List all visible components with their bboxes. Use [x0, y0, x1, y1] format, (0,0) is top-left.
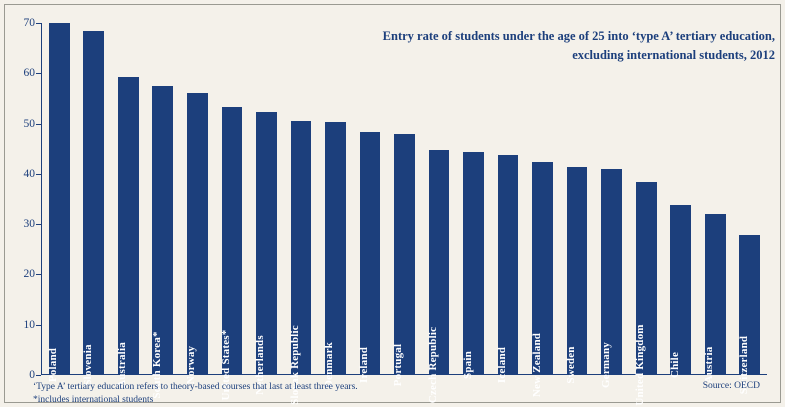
bar-category-label: Norway: [185, 345, 198, 385]
bar: [394, 134, 415, 374]
y-tick-label: 70: [23, 17, 35, 29]
y-tick-mark: [36, 174, 41, 175]
bar: [498, 155, 519, 374]
bar-category-label: Slovak Republic: [288, 325, 301, 405]
y-tick-mark: [36, 375, 41, 376]
bar: [670, 205, 691, 374]
bar-category-label: Chile: [668, 351, 681, 379]
bar-category-label: New Zealand: [530, 332, 543, 398]
bar-category-label: Sweden: [565, 346, 578, 384]
y-tick-mark: [36, 73, 41, 74]
bar: [83, 31, 104, 374]
bar-category-label: Denmark: [323, 341, 336, 389]
bar-category-label: United Kingdom: [634, 324, 647, 406]
y-tick-label: 20: [23, 268, 35, 281]
bar-category-label: Spain: [461, 351, 474, 379]
y-tick-mark: [36, 124, 41, 125]
bar-category-label: Australia: [116, 342, 129, 388]
bar-category-label: Austria: [703, 346, 716, 384]
y-tick-label: 10: [23, 318, 35, 331]
y-tick-label: 30: [23, 218, 35, 231]
y-tick-label: 0: [29, 369, 35, 381]
bar-category-label: South Korea*: [150, 331, 163, 399]
bar-category-label: Iceland: [496, 346, 509, 384]
bar: [118, 77, 139, 374]
chart-frame: [4, 4, 781, 406]
bar-category-label: Slovenia: [81, 344, 94, 386]
y-tick-label: 40: [23, 167, 35, 180]
bar-category-label: Netherlands: [254, 335, 267, 395]
y-tick-label: 60: [23, 67, 35, 80]
y-tick-mark: [36, 224, 41, 225]
source-label: Source: OECD: [702, 381, 760, 391]
bar-category-label: Germany: [599, 341, 612, 389]
y-tick-mark: [36, 274, 41, 275]
bar-category-label: United States*: [219, 329, 232, 401]
bar-category-label: Poland: [47, 347, 60, 383]
y-tick-label: 50: [23, 117, 35, 130]
bar: [49, 23, 70, 374]
bar: [463, 152, 484, 374]
bar-category-label: Ireland: [357, 346, 370, 384]
chart-title-line-1: Entry rate of students under the age of 25 into ‘type A’ tertiary education,: [382, 29, 775, 43]
bar: [187, 93, 208, 374]
footnotes: [33, 381, 358, 407]
footnote-1: ‘Type A’ tertiary education refers to theory-based courses that last at least three years.: [33, 382, 358, 392]
bar: [360, 132, 381, 374]
footnote-2: *includes international students: [33, 395, 154, 405]
bar: [325, 122, 346, 374]
bar: [567, 167, 588, 374]
bar-category-label: Czech Republic: [427, 326, 439, 404]
bar-category-label: Switzerland: [737, 335, 750, 395]
bar-category-label: Portugal: [392, 343, 405, 387]
y-tick-mark: [36, 325, 41, 326]
chart-title-line-2: excluding international students, 2012: [572, 48, 775, 62]
y-tick-mark: [36, 23, 41, 24]
